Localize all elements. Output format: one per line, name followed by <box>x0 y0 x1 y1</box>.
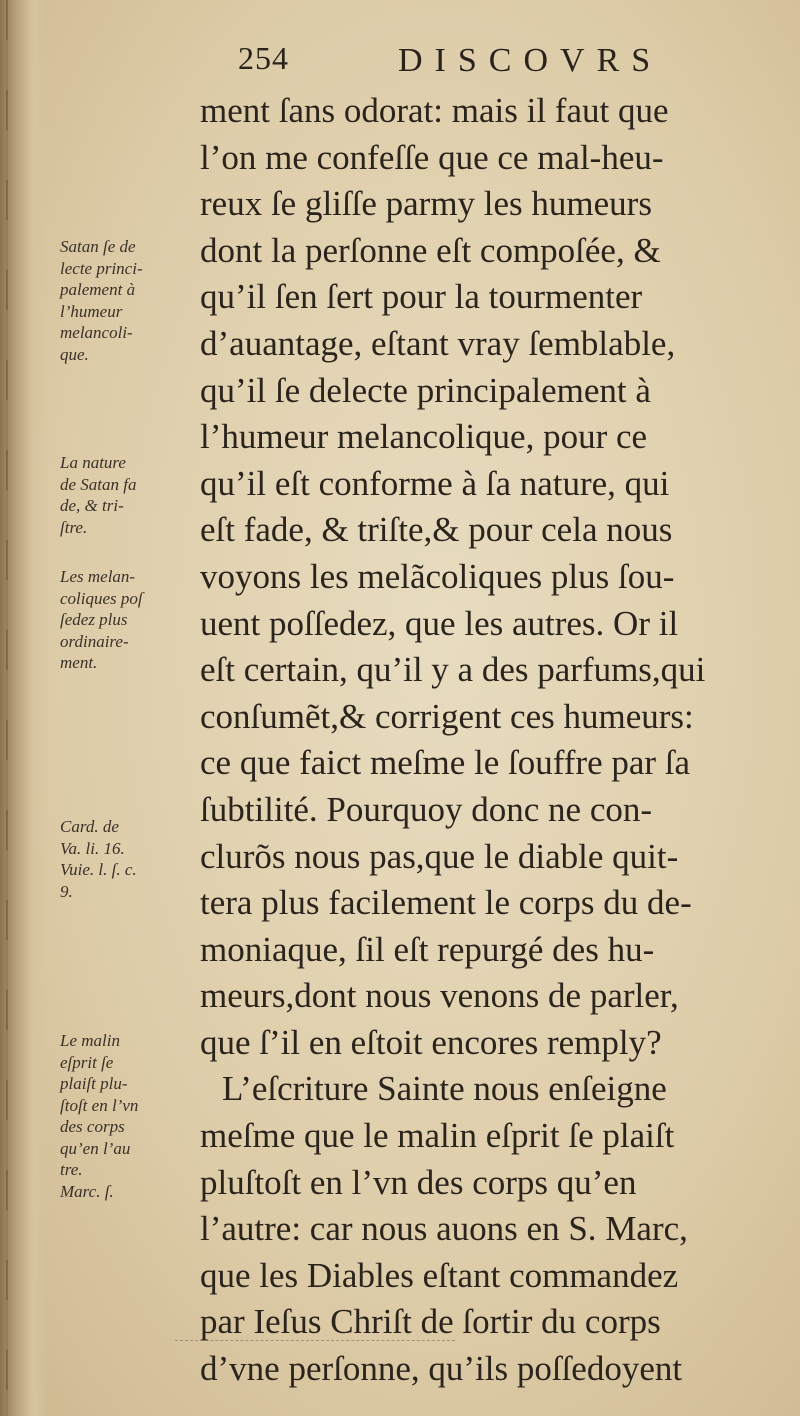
text-line: meſme que le malin eſprit ſe plaiſt <box>200 1116 675 1156</box>
text-line: qu’il eſt conforme à ſa nature, qui <box>200 463 670 503</box>
text-line: eſt fade, & triſte,& pour cela nous <box>200 510 673 550</box>
text-line: dont la perſonne eſt compoſée, & <box>200 230 661 270</box>
margin-note: Le malin eſprit ſe plaiſt plu- ſtoſt en l’vn des corps qu’en l’au tre. Marc. ſ. <box>60 1031 139 1201</box>
running-head: DISCOVRS <box>398 42 663 79</box>
text-line: pluſtoſt en l’vn des corps qu’en <box>200 1162 637 1202</box>
text-line: L’eſcriture Sainte nous enſeigne <box>222 1069 667 1109</box>
text-line: conſumẽt,& corrigent ces humeurs: <box>200 696 694 736</box>
book-gutter <box>0 0 48 1416</box>
margin-note: Les melan- coliques poſ ſedez plus ordinaire- ment. <box>60 567 143 672</box>
text-line: reux ſe gliſſe parmy les humeurs <box>200 184 652 224</box>
text-line: qu’il ſe delecte principalement à <box>200 370 651 410</box>
text-line: eſt certain, qu’il y a des parfums,qui <box>200 650 706 690</box>
text-line: moniaque, ſil eſt repurgé des hu- <box>200 929 655 969</box>
bottom-rule <box>175 1340 455 1342</box>
text-line: uent poſſedez, que les autres. Or il <box>200 603 679 643</box>
text-line: clurõs nous pas,que le diable quit- <box>200 836 679 876</box>
text-line: que les Diables eſtant commandez <box>200 1255 679 1295</box>
text-line: d’auantage, eſtant vray ſemblable, <box>200 323 676 363</box>
text-line: l’on me confeſſe que ce mal-heu- <box>200 137 664 177</box>
body-text <box>200 88 768 1393</box>
page-header <box>238 40 678 88</box>
text-line: l’autre: car nous auons en S. Marc, <box>200 1209 688 1249</box>
text-line: voyons les melãcoliques plus ſou- <box>200 556 675 596</box>
margin-note: Satan ſe de lecte princi- palement à l’humeur melancoli- que. <box>60 237 143 364</box>
text-line: par Ieſus Chriſt de ſortir du corps <box>200 1302 661 1342</box>
text-line: ſubtilité. Pourquoy donc ne con- <box>200 789 653 829</box>
text-line: qu’il ſen ſert pour la tourmenter <box>200 277 643 317</box>
text-line: d’vne perſonne, qu’ils poſſedoyent <box>200 1349 683 1389</box>
text-line: que ſ’il en eſtoit encores remply? <box>200 1022 662 1062</box>
text-line: tera plus facilement le corps du de- <box>200 883 692 923</box>
margin-note: Card. de Va. li. 16. Vuie. l. ſ. c. 9. <box>60 817 137 901</box>
text-line: meurs,dont nous venons de parler, <box>200 976 679 1016</box>
text-line: l’humeur melancolique, pour ce <box>200 417 648 457</box>
page-number: 254 <box>238 40 289 76</box>
margin-note: La nature de Satan fa de, & tri- ſtre. <box>60 453 137 537</box>
text-line: ce que faict meſme le ſouffre par ſa <box>200 743 691 783</box>
text-line: ment ſans odorat: mais il faut que <box>200 91 669 130</box>
